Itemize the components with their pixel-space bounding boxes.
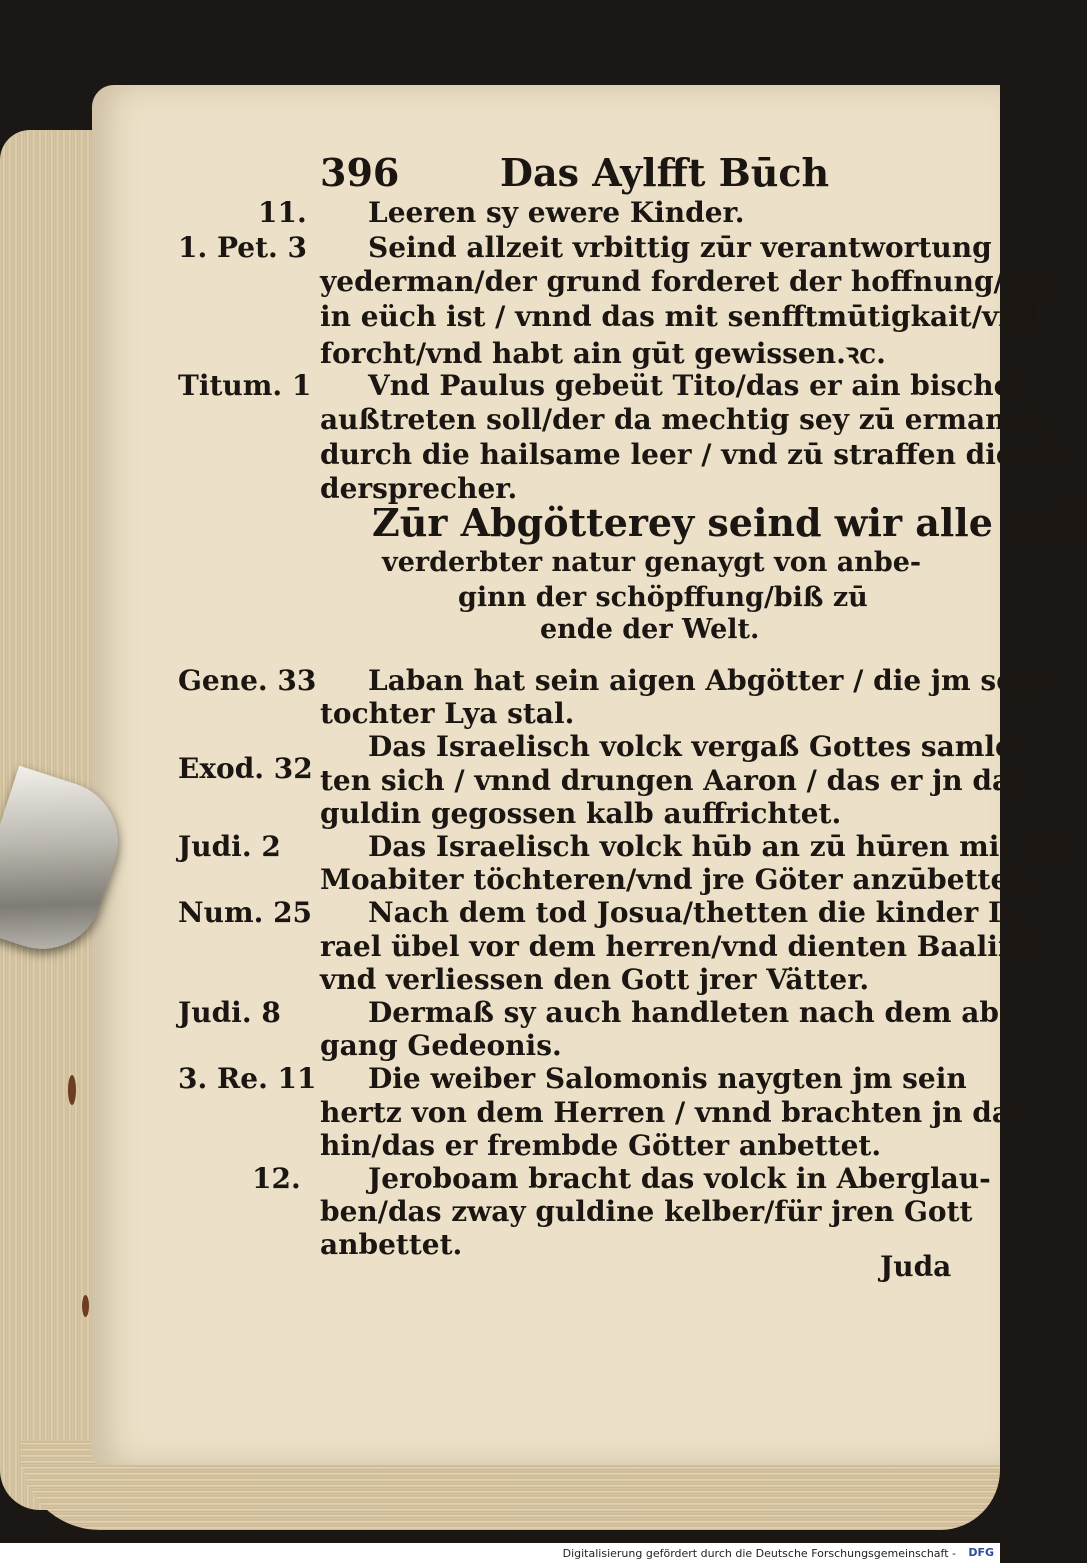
marginal-reference: 12. bbox=[252, 1162, 301, 1195]
text-line: yederman/der grund forderet der hoffnung/die bbox=[320, 265, 1052, 298]
text-line: guldin gegossen kalb auffrichtet. bbox=[320, 796, 842, 830]
text-line: Die weiber Salomonis naygten jm sein bbox=[368, 1062, 967, 1096]
dfg-logo: DFG bbox=[968, 1546, 994, 1559]
page-number: 396 bbox=[320, 150, 400, 195]
text-line: Dermaß sy auch handleten nach dem ab- bbox=[368, 996, 1011, 1029]
text-line: forcht/vnd habt ain gūt gewissen.ꝛc. bbox=[320, 337, 886, 370]
text-line: Nach dem tod Josua/thetten die kinder Is- bbox=[368, 896, 1029, 930]
section-heading-line-2: verderbter natur genaygt von anbe- bbox=[382, 547, 922, 578]
text-line: außtreten soll/der da mechtig sey zū ermanen bbox=[320, 403, 1044, 436]
text-line: anbettet. bbox=[320, 1228, 463, 1262]
marginal-reference: 3. Re. 11 bbox=[178, 1062, 317, 1096]
text-line: ben/das zway guldine kelber/für jren Gott bbox=[320, 1195, 973, 1229]
section-heading-line-4: ende der Welt. bbox=[540, 614, 760, 645]
text-line: Leeren sy ewere Kinder. bbox=[368, 196, 745, 229]
marginal-reference: Titum. 1 bbox=[178, 368, 312, 402]
running-title: Das Aylfft Būch bbox=[500, 150, 830, 195]
text-line: Moabiter töchteren/vnd jre Göter anzūbetten bbox=[320, 863, 1029, 897]
text-line: gang Gedeonis. bbox=[320, 1029, 562, 1063]
text-line: in eüch ist / vnnd das mit senfftmūtigkait/vnd bbox=[320, 299, 1039, 333]
text-line: Das Israelisch volck hūb an zū hūren mit der bbox=[368, 830, 1075, 863]
marginal-reference: Num. 25 bbox=[178, 896, 313, 930]
section-heading-line-3: ginn der schöpffung/biß zū bbox=[458, 582, 868, 613]
footer-credit: Digitalisierung gefördert durch die Deutsche Forschungsgemeinschaft - bbox=[562, 1547, 956, 1560]
section-heading-line-1: Zūr Abgötterey seind wir alle auß bbox=[372, 500, 1087, 545]
text-line: tochter Lya stal. bbox=[320, 697, 575, 731]
catchword: Juda bbox=[880, 1250, 952, 1283]
text-line: Vnd Paulus gebeüt Tito/das er ain bischof bbox=[368, 368, 1025, 402]
edge-stain bbox=[82, 1295, 89, 1317]
text-line: Seind allzeit vrbittig zūr verantwortung bbox=[368, 230, 992, 264]
text-line: hertz von dem Herren / vnnd brachten jn da- bbox=[320, 1095, 1022, 1129]
text-line: ten sich / vnnd drungen Aaron / das er jn das bbox=[320, 763, 1026, 797]
marginal-reference: Exod. 32 bbox=[178, 752, 313, 785]
marginal-reference: Judi. 8 bbox=[178, 996, 281, 1029]
text-line: durch die hailsame leer / vnd zū straffen die wi- bbox=[320, 437, 1070, 471]
text-line: hin/das er frembde Götter anbettet. bbox=[320, 1128, 882, 1162]
edge-stain bbox=[68, 1075, 76, 1105]
text-line: rael übel vor dem herren/vnd dienten Baalim/ bbox=[320, 929, 1038, 963]
text-line: dersprecher. bbox=[320, 472, 518, 505]
marginal-reference: 1. Pet. 3 bbox=[178, 230, 308, 264]
text-line: vnd verliessen den Gott jrer Vätter. bbox=[320, 962, 870, 996]
text-line: Laban hat sein aigen Abgötter / die jm sein bbox=[368, 664, 1046, 697]
text-line: Das Israelisch volck vergaß Gottes samle bbox=[368, 730, 1013, 764]
marginal-reference: Gene. 33 bbox=[178, 664, 317, 697]
marginal-reference: 11. bbox=[258, 196, 307, 229]
marginal-reference: Judi. 2 bbox=[178, 830, 281, 863]
text-line: Jeroboam bracht das volck in Aberglau- bbox=[368, 1162, 991, 1195]
